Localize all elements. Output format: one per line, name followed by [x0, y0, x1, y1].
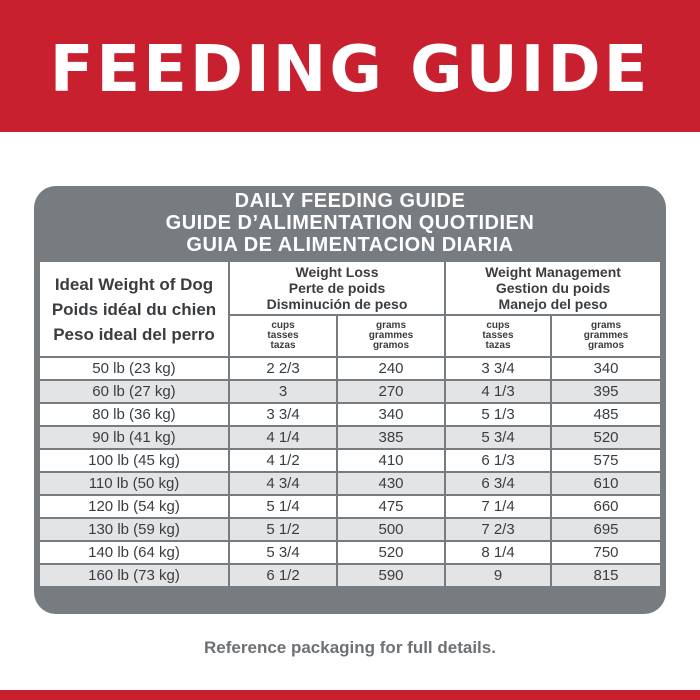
card-title-es: GUIA DE ALIMENTACION DIARIA	[186, 234, 514, 256]
mgmt-grams-cell: 340	[551, 357, 661, 380]
mgmt-grams-cell: 610	[551, 472, 661, 495]
mgmt-cups-cell: 7 1/4	[445, 495, 551, 518]
weight-management-header	[445, 261, 661, 315]
cups-label-en: cups	[271, 320, 295, 331]
weight-cell: 120 lb (54 kg)	[39, 495, 229, 518]
cups-label-es: tazas	[270, 340, 296, 351]
mgmt-grams-header	[551, 315, 661, 357]
weight-mgmt-header-en: Weight Management	[485, 264, 621, 280]
grams-label-fr: grammes	[583, 330, 629, 341]
grams-label-es: gramos	[372, 340, 410, 351]
weight-loss-header-fr: Perte de poids	[288, 280, 386, 296]
mgmt-cups-cell: 5 3/4	[445, 426, 551, 449]
card-title-en: DAILY FEEDING GUIDE	[234, 190, 466, 212]
loss-cups-cell: 4 1/2	[229, 449, 337, 472]
card-title	[34, 190, 666, 256]
loss-cups-cell: 4 3/4	[229, 472, 337, 495]
feeding-table	[38, 260, 662, 588]
loss-grams-cell: 270	[337, 380, 445, 403]
page-title: FEEDING GUIDE	[49, 33, 651, 107]
weight-cell: 140 lb (64 kg)	[39, 541, 229, 564]
loss-cups-cell: 2 2/3	[229, 357, 337, 380]
loss-grams-cell: 590	[337, 564, 445, 587]
loss-cups-cell: 5 3/4	[229, 541, 337, 564]
weight-header-en: Ideal Weight of Dog	[54, 274, 214, 294]
table-row	[39, 495, 661, 518]
cups-label-fr: tasses	[267, 330, 299, 341]
weight-header-es: Peso ideal del perro	[53, 324, 215, 344]
mgmt-cups-cell: 3 3/4	[445, 357, 551, 380]
mgmt-cups-cell: 7 2/3	[445, 518, 551, 541]
weight-cell: 160 lb (73 kg)	[39, 564, 229, 587]
mgmt-grams-cell: 520	[551, 426, 661, 449]
mgmt-grams-cell: 485	[551, 403, 661, 426]
loss-grams-cell: 520	[337, 541, 445, 564]
mgmt-grams-cell: 395	[551, 380, 661, 403]
weight-header-fr: Poids idéal du chien	[51, 299, 217, 319]
loss-cups-cell: 5 1/4	[229, 495, 337, 518]
grams-label-en: grams	[590, 320, 621, 331]
table-row	[39, 472, 661, 495]
grams-label-en: grams	[375, 320, 406, 331]
mgmt-cups-cell: 4 1/3	[445, 380, 551, 403]
bottom-red-strip	[0, 690, 700, 700]
mgmt-cups-cell: 5 1/3	[445, 403, 551, 426]
weight-loss-header-es: Disminución de peso	[266, 296, 408, 312]
card-title-fr: GUIDE D’ALIMENTATION QUOTIDIEN	[165, 212, 535, 234]
weight-cell: 90 lb (41 kg)	[39, 426, 229, 449]
weight-cell: 110 lb (50 kg)	[39, 472, 229, 495]
cups-label-en: cups	[486, 320, 510, 331]
weight-column-header	[39, 261, 229, 357]
table-row	[39, 518, 661, 541]
mgmt-grams-cell: 695	[551, 518, 661, 541]
weight-cell: 130 lb (59 kg)	[39, 518, 229, 541]
loss-cups-cell: 5 1/2	[229, 518, 337, 541]
mgmt-grams-cell: 660	[551, 495, 661, 518]
mgmt-cups-cell: 8 1/4	[445, 541, 551, 564]
weight-cell: 60 lb (27 kg)	[39, 380, 229, 403]
loss-grams-header	[337, 315, 445, 357]
cups-label-es: tazas	[485, 340, 511, 351]
weight-cell: 50 lb (23 kg)	[39, 357, 229, 380]
table-row	[39, 357, 661, 380]
header-banner	[0, 0, 700, 132]
mgmt-grams-cell: 750	[551, 541, 661, 564]
footer-note: Reference packaging for full details.	[204, 638, 496, 657]
loss-grams-cell: 240	[337, 357, 445, 380]
mgmt-cups-header	[445, 315, 551, 357]
loss-cups-header	[229, 315, 337, 357]
cups-label-fr: tasses	[482, 330, 514, 341]
table-row	[39, 403, 661, 426]
loss-cups-cell: 6 1/2	[229, 564, 337, 587]
loss-cups-cell: 4 1/4	[229, 426, 337, 449]
weight-mgmt-header-es: Manejo del peso	[498, 296, 608, 312]
table-row	[39, 380, 661, 403]
grams-label-es: gramos	[587, 340, 625, 351]
feeding-guide-card	[34, 186, 666, 614]
mgmt-cups-cell: 6 1/3	[445, 449, 551, 472]
weight-mgmt-header-fr: Gestion du poids	[495, 280, 611, 296]
loss-cups-cell: 3 3/4	[229, 403, 337, 426]
weight-loss-header	[229, 261, 445, 315]
table-row	[39, 449, 661, 472]
loss-grams-cell: 340	[337, 403, 445, 426]
loss-grams-cell: 430	[337, 472, 445, 495]
table-row	[39, 541, 661, 564]
loss-grams-cell: 410	[337, 449, 445, 472]
weight-cell: 100 lb (45 kg)	[39, 449, 229, 472]
grams-label-fr: grammes	[368, 330, 414, 341]
mgmt-grams-cell: 815	[551, 564, 661, 587]
weight-loss-header-en: Weight Loss	[295, 264, 379, 280]
mgmt-cups-cell: 6 3/4	[445, 472, 551, 495]
table-row	[39, 564, 661, 587]
loss-grams-cell: 475	[337, 495, 445, 518]
loss-grams-cell: 500	[337, 518, 445, 541]
mgmt-grams-cell: 575	[551, 449, 661, 472]
loss-cups-cell: 3	[229, 380, 337, 403]
mgmt-cups-cell: 9	[445, 564, 551, 587]
loss-grams-cell: 385	[337, 426, 445, 449]
weight-cell: 80 lb (36 kg)	[39, 403, 229, 426]
table-row	[39, 426, 661, 449]
